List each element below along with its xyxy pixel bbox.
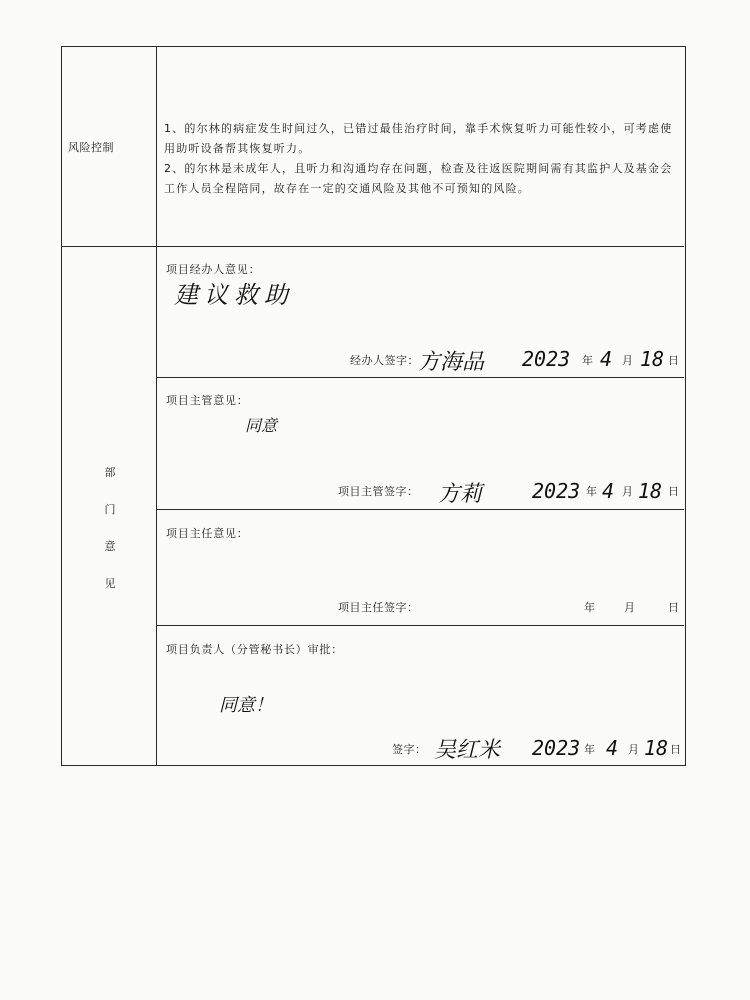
risk-paragraph-1: 1、的尔林的病症发生时间过久，已错过最佳治疗时间，靠手术恢复听力可能性较小，可考虑使用助听设备帮其恢复听力。 [164,122,673,155]
leader-year-unit: 年 [584,743,595,756]
director-day-unit: 日 [668,601,679,614]
supervisor-day-unit: 日 [668,485,679,498]
dept-label-char-4: 见 [104,577,116,590]
handler-opinion-title: 项目经办人意见： [166,263,261,276]
handler-day: 18 [640,347,665,371]
row-divider-risk [62,246,684,247]
row-divider-director [156,625,684,626]
handler-sign-label: 经办人签字： [350,354,419,367]
column-divider [156,47,157,765]
risk-paragraph-2: 2、的尔林是未成年人，且听力和沟通均存在问题，检查及往返医院期间需有其监护人及基金会工作人员全程陪同，故存在一定的交通风险及其他不可预知的风险。 [164,162,673,195]
leader-day-unit: 日 [670,743,681,756]
handler-month: 4 [600,347,613,371]
leader-approval-title: 项目负责人（分管秘书长）审批： [166,643,343,656]
handler-handwritten-opinion: 建议救助 [174,281,294,309]
supervisor-handwritten-opinion: 同意 [245,416,278,435]
supervisor-year-unit: 年 [586,485,597,498]
leader-month: 4 [606,736,619,760]
supervisor-day: 18 [638,479,663,503]
director-sign-label: 项目主任签字： [338,601,419,614]
handler-year: 2023 [522,347,571,371]
leader-day: 18 [644,736,669,760]
leader-month-unit: 月 [628,743,639,756]
dept-label-char-3: 意 [104,540,116,553]
director-month-unit: 月 [624,601,635,614]
leader-handwritten-opinion: 同意！ [219,695,273,716]
leader-year: 2023 [532,736,581,760]
supervisor-month-unit: 月 [622,485,633,498]
director-year-unit: 年 [584,601,595,614]
supervisor-signature: 方莉 [438,482,483,507]
row-divider-supervisor [156,509,684,510]
handler-day-unit: 日 [668,354,679,367]
approval-form-table [61,46,686,766]
supervisor-sign-label: 项目主管签字： [338,485,419,498]
dept-label-char-1: 部 [104,466,116,479]
handler-signature: 方海品 [418,350,485,375]
supervisor-year: 2023 [532,479,581,503]
row-divider-handler [156,377,684,378]
handler-year-unit: 年 [582,354,593,367]
leader-sign-label: 签字： [392,743,427,756]
handler-month-unit: 月 [622,354,633,367]
leader-signature: 吴红米 [434,738,501,763]
supervisor-opinion-title: 项目主管意见： [166,394,249,407]
supervisor-month: 4 [602,479,615,503]
risk-control-label: 风险控制 [68,141,114,154]
risk-control-content [164,119,679,199]
dept-label-char-2: 门 [104,503,116,516]
director-opinion-title: 项目主任意见： [166,527,249,540]
